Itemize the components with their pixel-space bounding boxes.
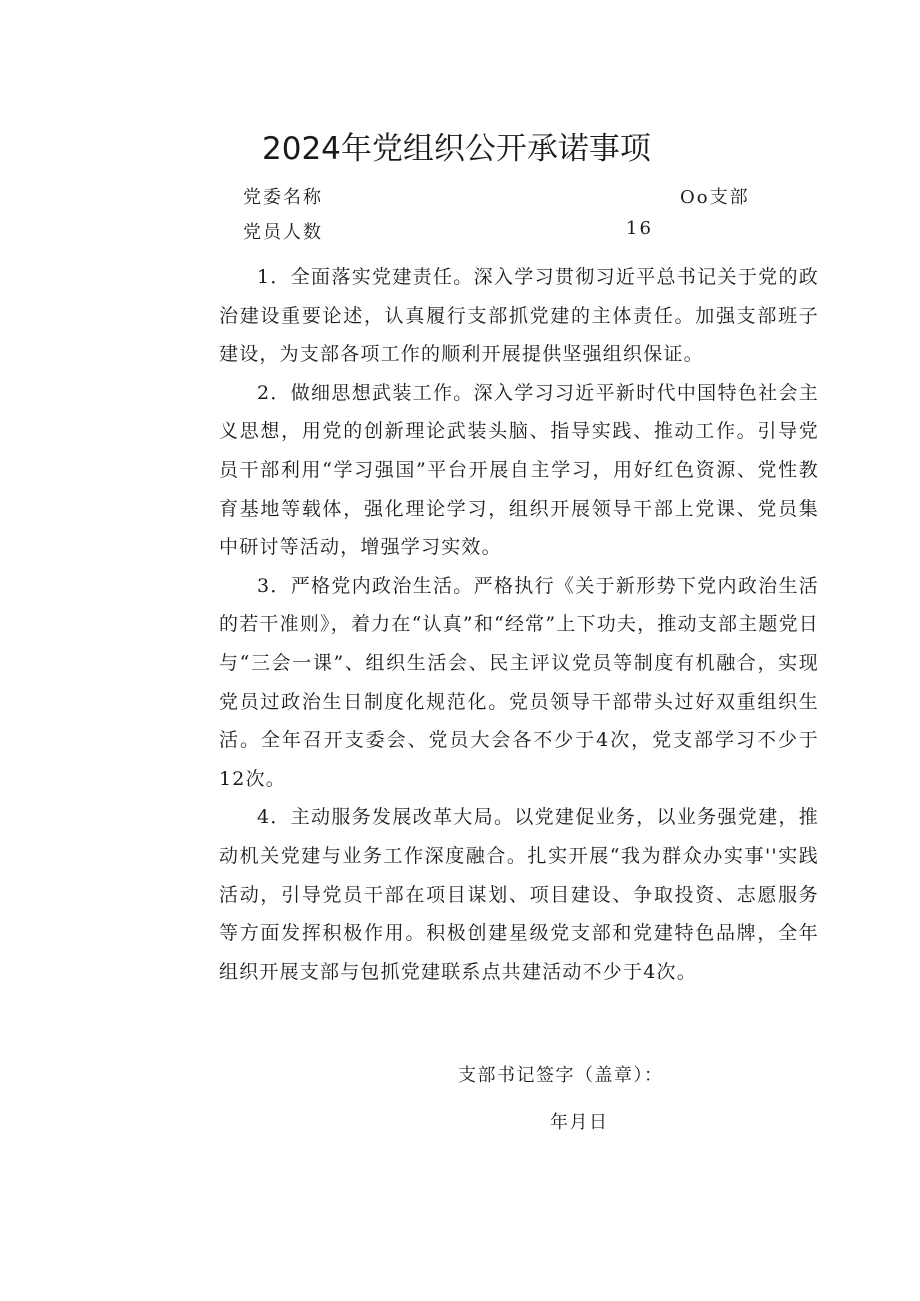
commitment-body xyxy=(219,258,819,991)
date-label: 年月日 xyxy=(550,1112,609,1133)
committee-name-value: Oo支部 xyxy=(680,187,750,208)
commitment-item-2: 2．做细思想武装工作。深入学习习近平新时代中国特色社会主义思想，用党的创新理论武装头脑、指导实践、推动工作。引导党员干部利用“学习强国”平台开展自主学习，用好红色资源、党性教育基地等载体，强化理论学习，组织开展领导干部上党课、党员集中研讨等活动，增强学习实效。 xyxy=(219,381,819,559)
commitment-item-4: 4．主动服务发展改革大局。以党建促业务，以业务强党建，推动机关党建与业务工作深度融合。扎实开展“我为群众办实事''实践活动，引导党员干部在项目谋划、项目建设、争取投资、志愿服务等方面发挥积极作用。积极创建星级党支部和党建特色品牌，全年组织开展支部与包抓党建联系点共建活动不少于4次。 xyxy=(219,806,819,983)
document-title: 2024年党组织公开承诺事项 xyxy=(262,131,651,167)
member-count-label: 党员人数 xyxy=(243,222,323,243)
member-count-value: 16 xyxy=(626,218,653,239)
commitment-item-3: 3．严格党内政治生活。严格执行《关于新形势下党内政治生活的若干准则》，着力在“认真”和“经常”上下功夫，推动支部主题党日与“三会一课”、组织生活会、民主评议党员等制度有机融合，实现党员过政治生日制度化规范化。党员领导干部带头过好双重组织生活。全年召开支委会、党员大会各不少于4次，党支部学习不少于12次。 xyxy=(219,574,819,790)
commitment-item-1: 1．全面落实党建责任。深入学习贯彻习近平总书记关于党的政治建设重要论述，认真履行支部抓党建的主体责任。加强支部班子建设，为支部各项工作的顺利开展提供坚强组织保证。 xyxy=(219,266,819,366)
committee-name-label: 党委名称 xyxy=(243,187,323,208)
signature-label: 支部书记签字（盖章）： xyxy=(458,1065,664,1086)
